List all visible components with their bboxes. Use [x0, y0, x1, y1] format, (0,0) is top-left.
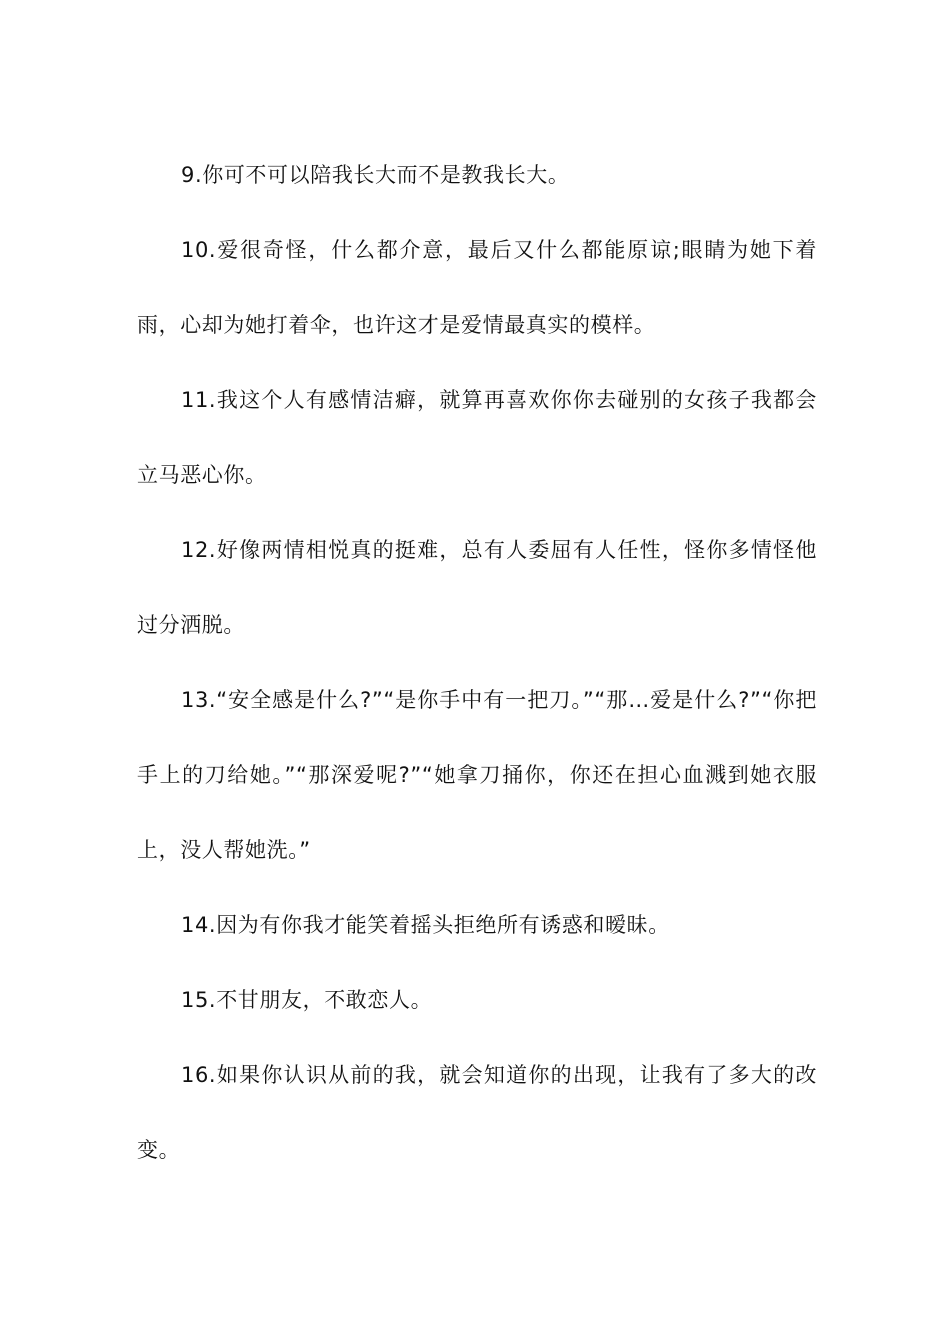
- paragraph-15: 15.不甘朋友，不敢恋人。: [181, 988, 433, 1012]
- paragraph-16: 16.如果你认识从前的我，就会知道你的出现，让我有了多大的改变。: [137, 1063, 817, 1162]
- paragraph-14: 14.因为有你我才能笑着摇头拒绝所有诱惑和暧昧。: [181, 913, 670, 937]
- paragraph-12: 12.好像两情相悦真的挺难，总有人委屈有人任性，怪你多情怪他过分洒脱。: [137, 538, 817, 637]
- paragraph-10: 10.爱很奇怪，什么都介意，最后又什么都能原谅;眼睛为她下着雨，心却为她打着伞，也许这才是爱情最真实的模样。: [137, 238, 817, 337]
- paragraph-11: 11.我这个人有感情洁癖，就算再喜欢你你去碰别的女孩子我都会立马恶心你。: [137, 388, 817, 487]
- paragraph-13: 13.“安全感是什么?”“是你手中有一把刀。”“那…爱是什么?”“你把手上的刀给她。”“那深爱呢?”“她拿刀捅你，你还在担心血溅到她衣服上，没人帮她洗。”: [137, 688, 817, 862]
- document-body: [137, 138, 817, 1188]
- paragraph-9: 9.你可不可以陪我长大而不是教我长大。: [181, 163, 570, 187]
